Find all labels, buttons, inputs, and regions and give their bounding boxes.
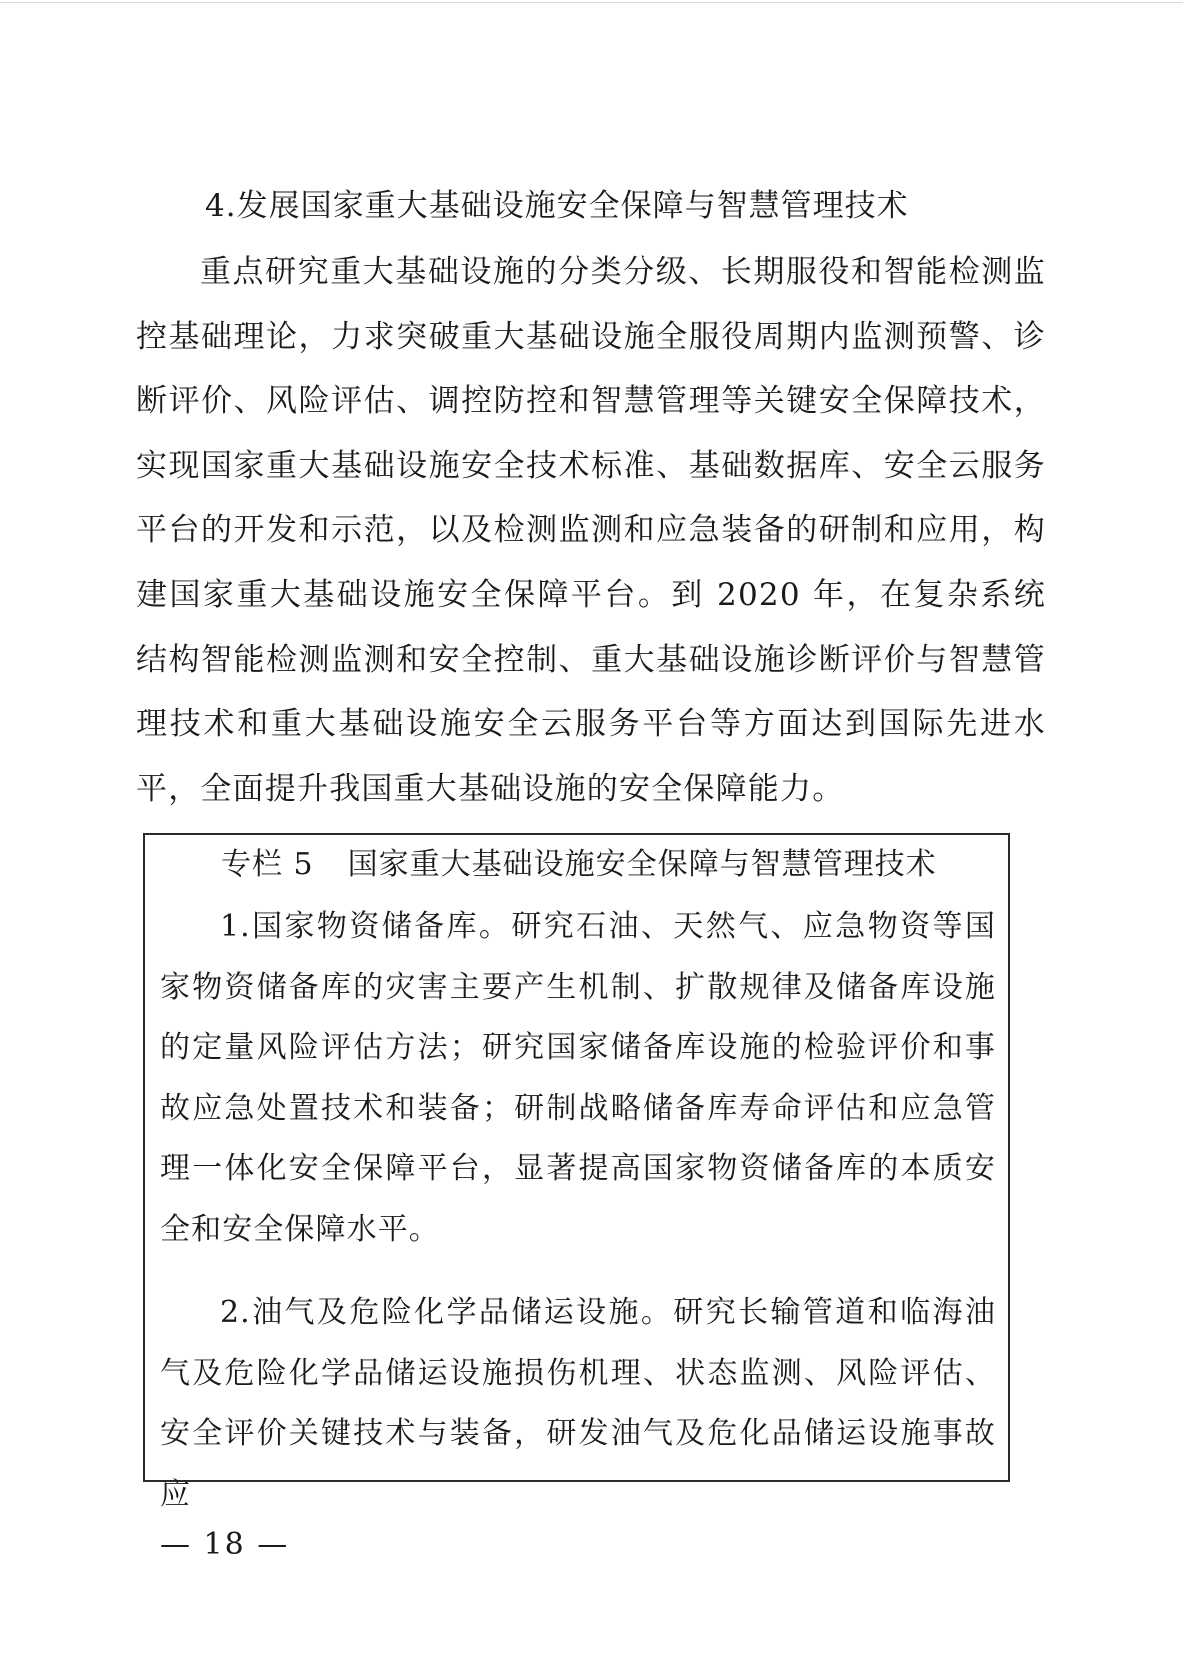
column-box-title <box>221 841 937 889</box>
page-number: — 18 — <box>160 1527 290 1562</box>
section-heading: 4.发展国家重大基础设施安全保障与智慧管理技术 <box>205 188 909 224</box>
section-paragraph: 重点研究重大基础设施的分类分级、长期服役和智能检测监控基础理论，力求突破重大基础设施全服役周期内监测预警、诊断评价、风险评估、调控防控和智慧管理等关键安全保障技术，实现国家重大基础设施安全技术标准、基础数据库、安全云服务平台的开发和示范，以及检测监测和应急装备的研制和应用，构建国家重大基础设施安全保障平台。到 2020 年，在复杂系统结构智能检测监测和安全控制、重大基础设施诊断评价与智慧管理技术和重大基础设施安全云服务平台等方面达到国际先进水平，全面提升我国重大基础设施的安全保障能力。 <box>136 254 1046 807</box>
column-box-item: 2.油气及危险化学品储运设施。研究长输管道和临海油气及危险化学品储运设施损伤机理、状态监测、风险评估、安全评价关键技术与装备，研发油气及危化品储运设施事故应 <box>160 1295 996 1512</box>
column-box-item: 1.国家物资储备库。研究石油、天然气、应急物资等国家物资储备库的灾害主要产生机制、扩散规律及储备库设施的定量风险评估方法；研究国家储备库设施的检验评价和事故应急处置技术和装备；研制战略储备库寿命评估和应急管理一体化安全保障平台，显著提高国家物资储备库的本质安全和安全保障水平。 <box>160 909 996 1247</box>
column-box <box>143 833 1010 1512</box>
column-box-title-text: 国家重大基础设施安全保障与智慧管理技术 <box>347 847 937 882</box>
column-box-label: 专栏 5 <box>221 847 314 882</box>
